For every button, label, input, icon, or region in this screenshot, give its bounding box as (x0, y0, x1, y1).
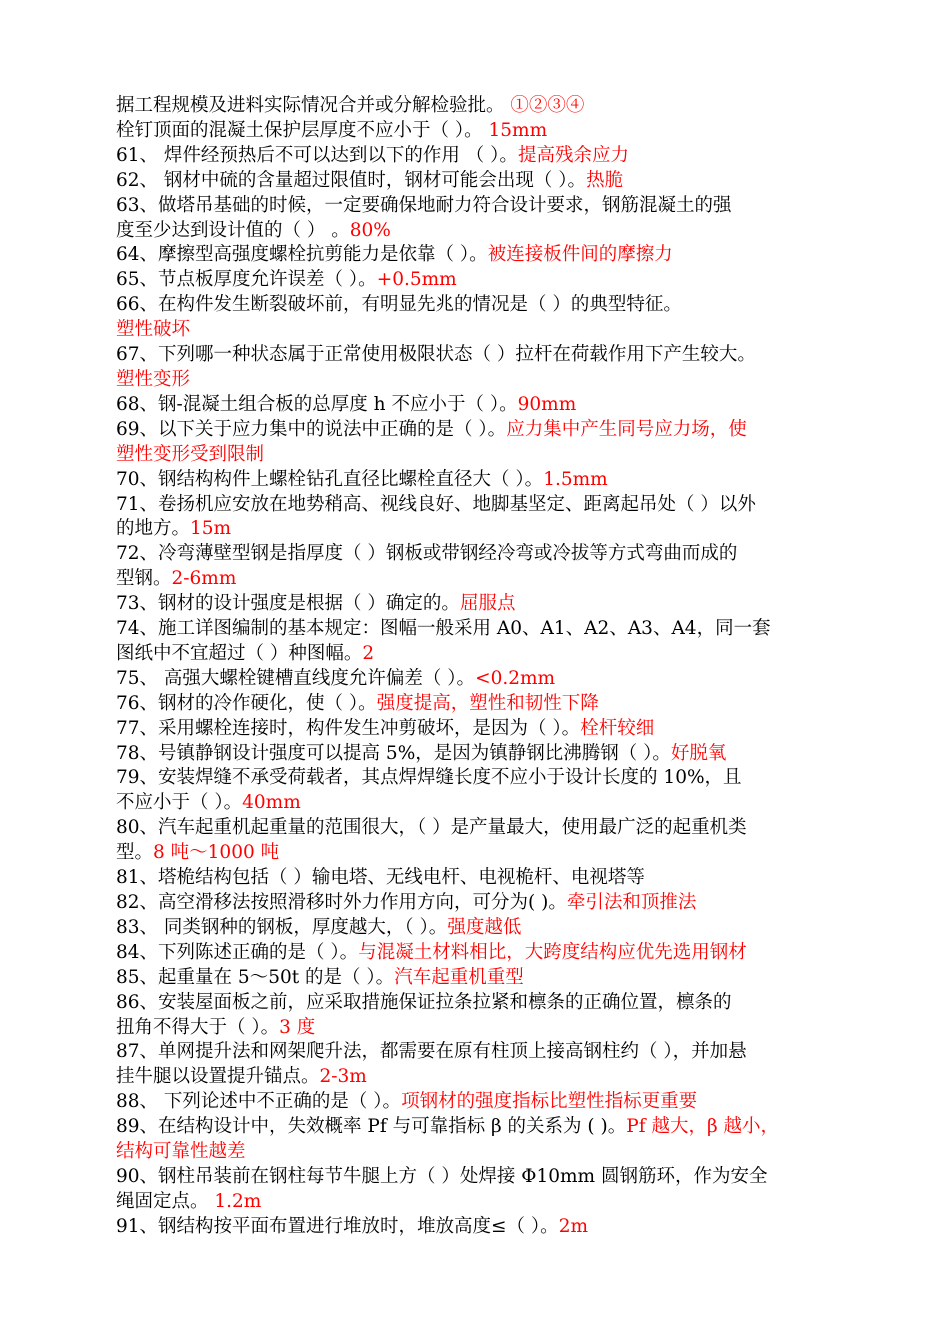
text-line (116, 841, 841, 866)
text-line (116, 966, 841, 991)
text-line (116, 169, 841, 194)
question-text: 72、冷弯薄壁型钢是指厚度（ ）钢板或带钢经冷弯或冷拔等方式弯曲而成的 (116, 543, 738, 565)
question-text: 度至少达到设计值的（ ） 。 (116, 219, 350, 241)
answer-text: 2-6mm (171, 568, 237, 590)
question-text: 77、采用螺栓连接时，构件发生冲剪破坏，是因为（ ）。 (116, 717, 581, 739)
question-text: 89、在结构设计中，失效概率 Pf 与可靠指标 β 的关系为 ( )。 (116, 1116, 627, 1138)
answer-text: 提高残余应力 (517, 144, 629, 166)
answer-text: 塑性破坏 (116, 319, 191, 341)
text-line (116, 293, 841, 318)
document-body (116, 94, 841, 1240)
text-line (116, 791, 841, 816)
answer-text: 2m (558, 1215, 589, 1237)
question-text: 图纸中不宜超过（ ）种图幅。 (116, 642, 363, 664)
text-line (116, 219, 841, 244)
answer-text: 8 吨～1000 吨 (153, 842, 280, 864)
answer-text: 强度提高，塑性和韧性下降 (376, 692, 599, 714)
text-line (116, 542, 841, 567)
text-line (116, 493, 841, 518)
text-line (116, 1065, 841, 1090)
question-text: 绳固定点。 (116, 1190, 215, 1212)
text-line (116, 1016, 841, 1041)
answer-text: <0.2mm (475, 667, 556, 689)
question-text: 68、钢-混凝土组合板的总厚度 h 不应小于（ ）。 (116, 393, 518, 415)
text-line (116, 94, 841, 119)
answer-text: 热脆 (586, 169, 624, 191)
question-text: 67、下列哪一种状态属于正常使用极限状态（ ）拉杆在荷载作用下产生较大。 (116, 344, 756, 366)
text-line (116, 766, 841, 791)
answer-text: 1.5mm (543, 468, 608, 490)
text-line (116, 318, 841, 343)
text-line (116, 144, 841, 169)
text-line (116, 119, 841, 144)
question-text: 不应小于（ ）。 (116, 792, 243, 814)
answer-text: 15mm (488, 119, 548, 141)
text-line (116, 667, 841, 692)
answer-text: 结构可靠性越差 (116, 1141, 246, 1163)
question-text: 81、塔桅结构包括（ ）输电塔、无线电杆、电视桅杆、电视塔等 (116, 867, 645, 889)
question-text: 76、钢材的冷作硬化，使（ ）。 (116, 692, 377, 714)
text-line (116, 268, 841, 293)
question-text: 82、高空滑移法按照滑移时外力作用方向，可分为( )。 (116, 892, 567, 913)
text-line (116, 443, 841, 468)
question-text: 90、钢柱吊装前在钢柱每节牛腿上方（ ）处焊接 Φ10mm 圆钢筋环，作为安全 (116, 1165, 768, 1187)
answer-text: 2-3m (319, 1066, 367, 1088)
answer-text: 15m (190, 518, 232, 540)
text-line (116, 468, 841, 493)
question-text: 83、 同类钢种的钢板，厚度越大，（ ）。 (116, 916, 448, 938)
question-text: 71、卷扬机应安放在地势稍高、视线良好、地脚基坚定、距离起吊处（ ）以外 (116, 493, 756, 515)
question-text: 70、钢结构构件上螺栓钻孔直径比螺栓直径大（ ）。 (116, 468, 544, 490)
question-text: 73、钢材的设计强度是根据（ ）确定的。 (116, 593, 460, 615)
question-text: 75、 高强大螺栓键槽直线度允许偏差（ ）。 (116, 667, 476, 689)
text-line (116, 891, 841, 916)
question-text: 型。 (116, 842, 154, 864)
answer-text: 牵引法和顶推法 (566, 892, 697, 913)
answer-text: +0.5mm (376, 269, 457, 291)
text-line (116, 991, 841, 1016)
question-text: 的地方。 (116, 518, 191, 540)
answer-text: ①②③④ (510, 95, 585, 116)
answer-text: 与混凝土材料相比，大跨度结构应优先选用钢材 (358, 941, 747, 963)
question-text: 85、起重量在 5～50t 的是（ ）。 (116, 966, 395, 988)
text-line (116, 243, 841, 268)
answer-text: 好脱氧 (670, 742, 727, 764)
text-line (116, 816, 841, 841)
question-text: 86、安装屋面板之前，应采取措施保证拉条拉紧和檩条的正确位置，檩条的 (116, 991, 732, 1013)
text-line (116, 717, 841, 742)
answer-text: 强度越低 (447, 916, 522, 938)
answer-text: 90mm (517, 393, 577, 415)
question-text: 84、下列陈述正确的是（ ）。 (116, 941, 359, 963)
text-line (116, 916, 841, 941)
text-line (116, 343, 841, 368)
text-line (116, 617, 841, 642)
text-line (116, 1115, 841, 1140)
text-line (116, 1040, 841, 1065)
text-line (116, 194, 841, 219)
text-line (116, 517, 841, 542)
text-line (116, 592, 841, 617)
text-line (116, 866, 841, 891)
answer-text: 应力集中产生同号应力场，使 (506, 418, 747, 440)
question-text: 78、号镇静钢设计强度可以提高 5%，是因为镇静钢比沸腾钢（ ）。 (116, 742, 671, 764)
question-text: 88、 下列论述中不正确的是（ ）。 (116, 1091, 402, 1113)
text-line (116, 368, 841, 393)
question-text: 74、施工详图编制的基本规定：图幅一般采用 A0、A1、A2、A3、A4，同一套 (116, 618, 771, 640)
answer-text: Pf 越大，β 越小， (626, 1116, 780, 1138)
text-line (116, 642, 841, 667)
answer-text: 项钢材的强度指标比塑性指标更重要 (401, 1091, 698, 1113)
text-line (116, 1190, 841, 1215)
text-line (116, 418, 841, 443)
answer-text: 塑性变形 (116, 368, 191, 390)
question-text: 87、单网提升法和网架爬升法，都需要在原有柱顶上接高钢柱约（ ），并加悬 (116, 1041, 747, 1063)
text-line (116, 393, 841, 418)
text-line (116, 742, 841, 767)
question-text: 69、以下关于应力集中的说法中正确的是（ ）。 (116, 418, 507, 440)
question-text: 63、做塔吊基础的时候，一定要确保地耐力符合设计要求，钢筋混凝土的强 (116, 194, 732, 216)
answer-text: 屈服点 (459, 593, 516, 615)
question-text: 栓钉顶面的混凝土保护层厚度不应小于（ ）。 (116, 119, 489, 141)
answer-text: 2 (362, 642, 375, 664)
answer-text: 塑性变形受到限制 (116, 443, 265, 465)
answer-text: 被连接板件间的摩擦力 (487, 244, 673, 266)
answer-text: 40mm (242, 792, 301, 814)
question-text: 型钢。 (116, 568, 172, 590)
text-line (116, 567, 841, 592)
question-text: 据工程规模及进料实际情况合并或分解检验批。 (116, 95, 511, 116)
question-text: 65、节点板厚度允许误差（ ）。 (116, 269, 377, 291)
question-text: 64、摩擦型高强度螺栓抗剪能力是依靠（ ）。 (116, 244, 488, 266)
question-text: 79、安装焊缝不承受荷载者，其点焊焊缝长度不应小于设计长度的 10%，且 (116, 767, 742, 789)
answer-text: 栓杆较细 (580, 717, 655, 739)
text-line (116, 1215, 841, 1240)
question-text: 66、在构件发生断裂破坏前，有明显先兆的情况是（ ）的典型特征。 (116, 294, 682, 316)
question-text: 80、汽车起重机起重量的范围很大，（ ）是产量最大，使用最广泛的起重机类 (116, 817, 747, 839)
answer-text: 80% (349, 219, 391, 241)
answer-text: 1.2m (214, 1190, 262, 1212)
text-line (116, 941, 841, 966)
question-text: 91、钢结构按平面布置进行堆放时，堆放高度≤（ ）。 (116, 1215, 559, 1237)
text-line (116, 692, 841, 717)
text-line (116, 1165, 841, 1190)
text-line (116, 1140, 841, 1165)
answer-text: 3 度 (279, 1016, 316, 1038)
question-text: 扭角不得大于（ ）。 (116, 1016, 280, 1038)
question-text: 挂牛腿以设置提升锚点。 (116, 1066, 320, 1088)
answer-text: 汽车起重机重型 (394, 966, 524, 988)
question-text: 62、 钢材中硫的含量超过限值时，钢材可能会出现（ ）。 (116, 169, 587, 191)
text-line (116, 1090, 841, 1115)
question-text: 61、 焊件经预热后不可以达到以下的作用 （ ）。 (116, 144, 518, 166)
